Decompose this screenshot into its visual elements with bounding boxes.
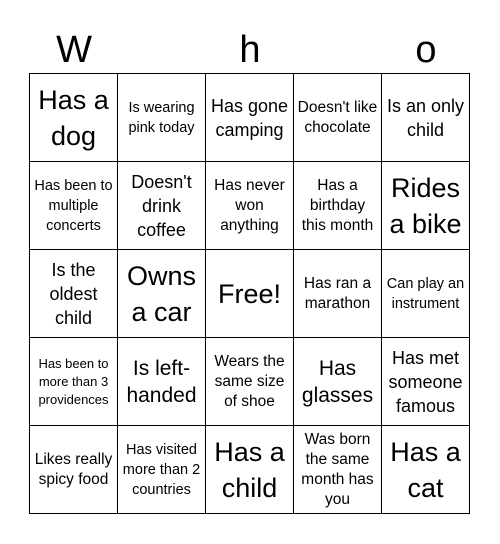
cell-text: Free! xyxy=(217,278,282,309)
bingo-cell[interactable] xyxy=(30,426,118,514)
cell-text: Has met someone famous xyxy=(388,347,463,416)
cell-text: Has a dog xyxy=(38,84,109,151)
cell-text: Is wearing pink today xyxy=(128,99,195,136)
cell-text: Has a child xyxy=(214,436,285,503)
bingo-cell[interactable] xyxy=(206,426,294,514)
bingo-cell[interactable] xyxy=(118,162,206,250)
bingo-cell[interactable] xyxy=(294,162,382,250)
cell-text: Was born the same month has you xyxy=(301,430,374,508)
bingo-cell[interactable] xyxy=(294,426,382,514)
bingo-cell[interactable] xyxy=(206,74,294,162)
bingo-cell[interactable] xyxy=(118,250,206,338)
bingo-cell[interactable] xyxy=(118,426,206,514)
cell-text: Is an only child xyxy=(386,95,465,140)
cell-text: Has glasses xyxy=(301,356,374,407)
cell-text: Has a birthday this month xyxy=(301,176,374,234)
cell-text: Doesn't drink coffee xyxy=(131,171,192,240)
bingo-cell[interactable] xyxy=(294,338,382,426)
cell-text: Has never won anything xyxy=(214,176,285,234)
cell-text: Likes really spicy food xyxy=(34,450,113,488)
cell-text: Has been to more than 3 providences xyxy=(38,355,109,407)
free-space[interactable] xyxy=(206,250,294,338)
cell-text: Has ran a marathon xyxy=(303,274,372,312)
title-letter-w: W xyxy=(56,29,92,71)
bingo-cell[interactable] xyxy=(206,338,294,426)
cell-text: Has visited more than 2 countries xyxy=(122,441,201,498)
title-letter-h: h xyxy=(239,29,261,71)
cell-text: Has been to multiple concerts xyxy=(34,177,113,234)
bingo-cell[interactable] xyxy=(382,250,470,338)
cell-text: Has a cat xyxy=(390,436,461,503)
cell-text: Is left-handed xyxy=(126,356,197,407)
bingo-cell[interactable] xyxy=(382,74,470,162)
bingo-cell[interactable] xyxy=(30,162,118,250)
cell-text: Owns a car xyxy=(126,260,197,327)
bingo-cell[interactable] xyxy=(206,162,294,250)
cell-text: Is the oldest child xyxy=(49,259,98,328)
bingo-cell[interactable] xyxy=(382,426,470,514)
bingo-grid xyxy=(29,73,470,514)
title-letter-o: o xyxy=(415,29,437,71)
card-title xyxy=(30,26,470,74)
cell-text: Can play an instrument xyxy=(386,275,465,312)
bingo-cell[interactable] xyxy=(382,162,470,250)
bingo-cell[interactable] xyxy=(382,338,470,426)
bingo-cell[interactable] xyxy=(30,250,118,338)
bingo-cell[interactable] xyxy=(30,74,118,162)
bingo-cell[interactable] xyxy=(118,74,206,162)
cell-text: Wears the same size of shoe xyxy=(214,352,285,410)
cell-text: Rides a bike xyxy=(389,172,462,239)
bingo-cell[interactable] xyxy=(30,338,118,426)
cell-text: Has gone camping xyxy=(210,95,289,140)
bingo-cell[interactable] xyxy=(294,74,382,162)
bingo-cell[interactable] xyxy=(294,250,382,338)
cell-text: Doesn't like chocolate xyxy=(297,98,378,136)
bingo-cell[interactable] xyxy=(118,338,206,426)
